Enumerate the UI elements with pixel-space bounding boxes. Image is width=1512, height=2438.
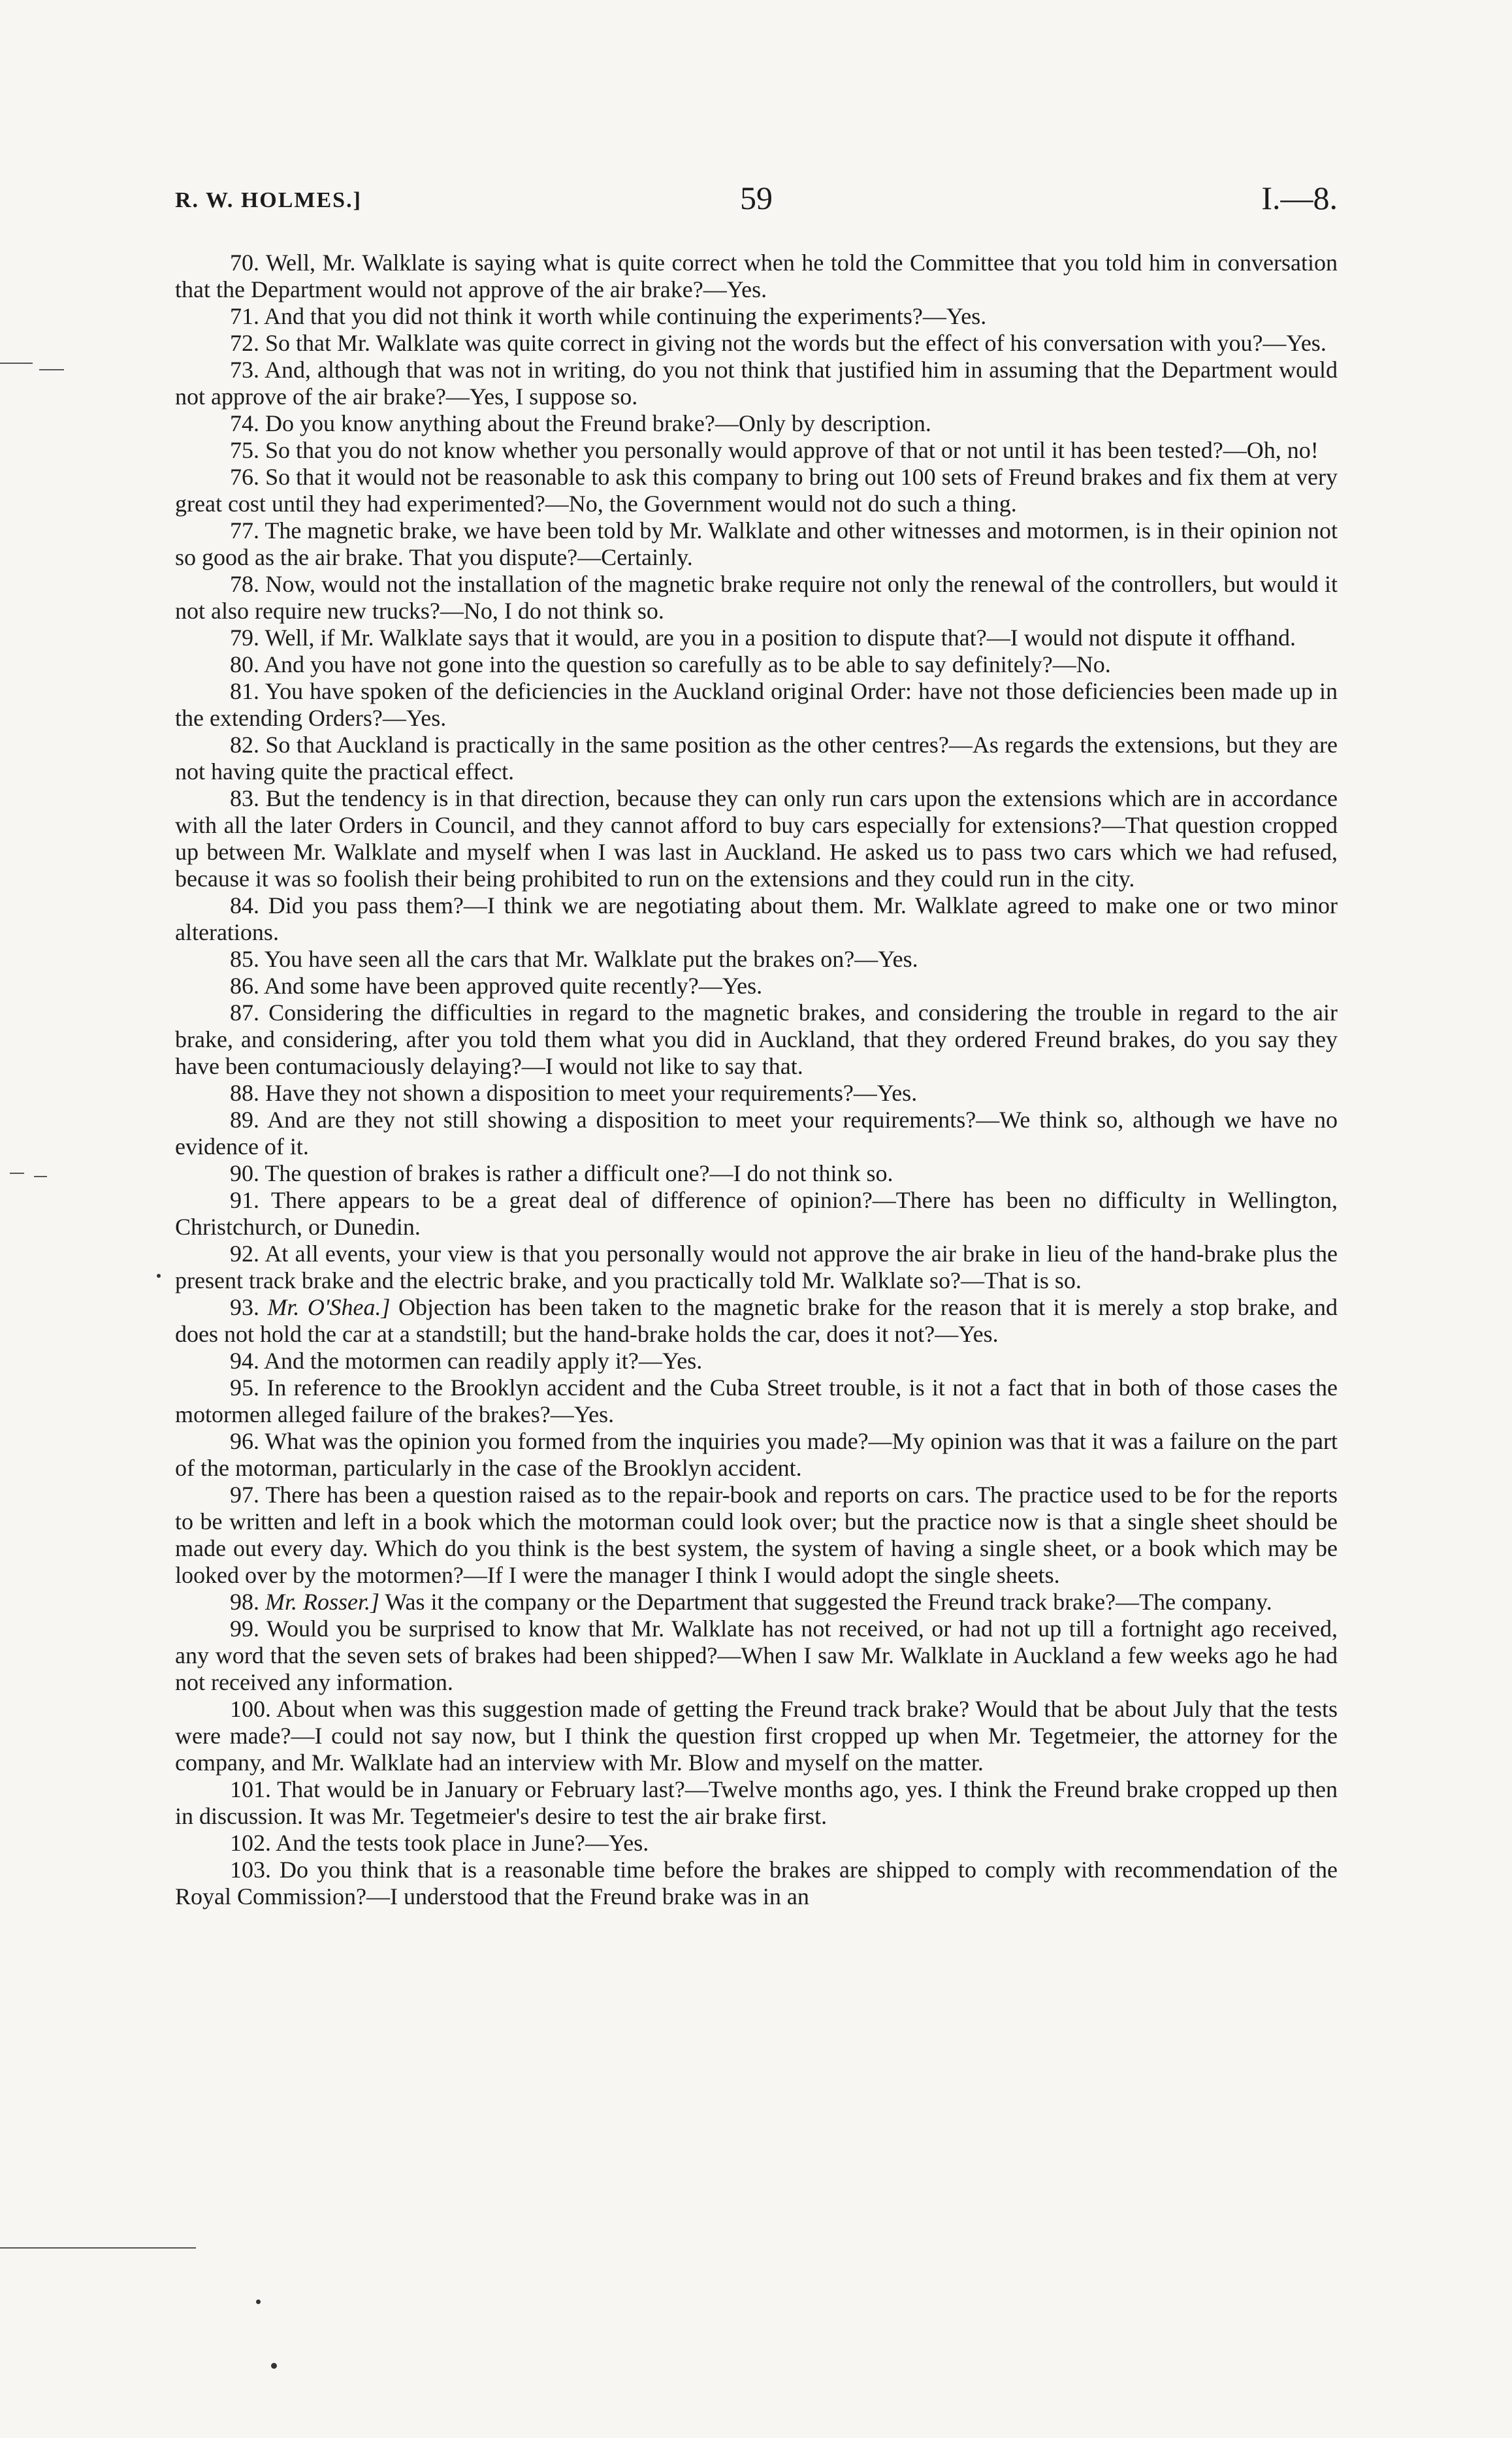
question-answer-text: So that it would not be reasonable to ask this company to bring out 100 sets of Freund brakes and fix them at very great cost until they had experimented?—No, the Government would not do such a thing.	[175, 464, 1338, 517]
question-answer-paragraph	[175, 250, 1338, 303]
question-number: 94.	[230, 1348, 259, 1374]
question-number: 90.	[230, 1160, 259, 1186]
question-answer-paragraph	[175, 732, 1338, 785]
speaker-label: Mr. O'Shea.]	[267, 1294, 391, 1320]
question-number: 93.	[230, 1294, 259, 1320]
witness-name-header: R. W. HOLMES.]	[175, 188, 362, 212]
question-answer-text: But the tendency is in that direction, because they can only run cars upon the extensions which are in accordance with all the later Orders in Council, and they cannot afford to buy cars especially for extensions?—That question cropped up between Mr. Walklate and myself when I was last in Auckland. He asked us to pass two cars which we had refused, because it was so foolish their being prohibited to run on the extensions and they could run in the city.	[175, 785, 1338, 892]
question-answer-paragraph	[175, 1696, 1338, 1776]
question-answer-paragraph	[175, 410, 1338, 437]
question-number: 97.	[230, 1482, 259, 1508]
question-answer-paragraph	[175, 1294, 1338, 1348]
page-header	[175, 176, 1338, 222]
question-answer-paragraph	[175, 437, 1338, 464]
question-number: 75.	[230, 437, 259, 463]
question-number: 103.	[230, 1857, 271, 1883]
question-answer-paragraph	[175, 1187, 1338, 1241]
question-answer-text: Did you pass them?—I think we are negotiating about them. Mr. Walklate agreed to make one or two minor alterations.	[175, 892, 1338, 945]
question-answer-text: So that Auckland is practically in the same position as the other centres?—As regards the extensions, but they are not having quite the practical effect.	[175, 732, 1338, 785]
speck	[271, 2363, 277, 2369]
question-answer-text: And some have been approved quite recently?—Yes.	[264, 973, 763, 999]
question-number: 88.	[230, 1080, 259, 1106]
question-answer-text: And that you did not think it worth while continuing the experiments?—Yes.	[264, 303, 987, 329]
question-answer-paragraph	[175, 1589, 1338, 1616]
question-answer-paragraph	[175, 785, 1338, 892]
question-answer-text: About when was this suggestion made of getting the Freund track brake? Would that be about July that the tests were made?—I could not say now, but I think the question first cropped up when Mr. Tegetmeier, the attorney for the company, and Mr. Walklate had an interview with Mr. Blow and myself on the matter.	[175, 1696, 1338, 1776]
question-answer-paragraph	[175, 973, 1338, 1000]
question-answer-paragraph	[175, 625, 1338, 651]
question-answer-paragraph	[175, 1482, 1338, 1589]
question-answer-text: Have they not shown a disposition to meet your requirements?—Yes.	[265, 1080, 918, 1106]
question-answer-paragraph	[175, 1080, 1338, 1107]
question-answer-text: There appears to be a great deal of difference of opinion?—There has been no difficulty in Wellington, Christchurch, or Dunedin.	[175, 1187, 1338, 1240]
question-number: 87.	[230, 1000, 259, 1026]
question-number: 79.	[230, 625, 259, 651]
question-number: 92.	[230, 1241, 259, 1267]
question-answer-paragraph	[175, 571, 1338, 625]
question-number: 98.	[230, 1589, 259, 1615]
question-answer-text: That would be in January or February last?—Twelve months ago, yes. I think the Freund brake cropped up then in discussion. It was Mr. Tegetmeier's desire to test the air brake first.	[175, 1776, 1338, 1829]
speck	[256, 2300, 261, 2304]
question-answer-paragraph	[175, 1830, 1338, 1857]
margin-mark	[10, 1173, 24, 1174]
question-number: 74.	[230, 410, 259, 436]
margin-mark	[39, 369, 64, 370]
evidence-body	[175, 250, 1338, 1910]
question-answer-paragraph	[175, 303, 1338, 330]
speck	[157, 1274, 161, 1278]
question-answer-text: So that Mr. Walklate was quite correct in giving not the words but the effect of his conversation with you?—Yes.	[265, 330, 1327, 356]
question-answer-text: At all events, your view is that you personally would not approve the air brake in lieu of the hand-brake plus the present track brake and the electric brake, and you practically told Mr. Walklate so?—That is so.	[175, 1241, 1338, 1293]
question-answer-paragraph	[175, 1776, 1338, 1830]
question-answer-paragraph	[175, 330, 1338, 357]
question-answer-text: Objection has been taken to the magnetic brake for the reason that it is merely a stop brake, and does not hold the car at a standstill; but the hand-brake holds the car, does it not?—Yes.	[175, 1294, 1338, 1347]
margin-mark	[34, 1176, 47, 1177]
question-answer-text: Do you know anything about the Freund brake?—Only by description.	[265, 410, 931, 436]
question-number: 99.	[230, 1616, 259, 1642]
question-number: 80.	[230, 651, 259, 677]
question-answer-text: What was the opinion you formed from the inquiries you made?—My opinion was that it was a failure on the part of the motorman, particularly in the case of the Brooklyn accident.	[175, 1428, 1338, 1481]
speaker-label: Mr. Rosser.]	[265, 1589, 380, 1615]
question-answer-text: And you have not gone into the question so carefully as to be able to say definitely?—No.	[264, 651, 1111, 677]
question-answer-text: So that you do not know whether you personally would approve of that or not until it has been tested?—Oh, no!	[265, 437, 1319, 463]
margin-mark	[0, 2247, 196, 2249]
question-number: 81.	[230, 678, 259, 704]
question-answer-text: There has been a question raised as to the repair-book and reports on cars. The practice used to be for the reports to be written and left in a book which the motorman could look over; but the practice now is that a single sheet should be made out every day. Which do you think is the best system, the system of having a single sheet, or a book which may be looked over by the motormen?—If I were the manager I think I would adopt the single sheets.	[175, 1482, 1338, 1588]
question-answer-paragraph	[175, 946, 1338, 973]
question-answer-text: Well, if Mr. Walklate says that it would, are you in a position to dispute that?—I would not dispute it offhand.	[265, 625, 1296, 651]
question-answer-text: And the motormen can readily apply it?—Yes.	[264, 1348, 703, 1374]
question-number: 89.	[230, 1107, 259, 1133]
question-answer-text: You have seen all the cars that Mr. Walklate put the brakes on?—Yes.	[264, 946, 918, 972]
question-number: 95.	[230, 1374, 259, 1401]
question-number: 82.	[230, 732, 259, 758]
question-number: 77.	[230, 517, 259, 544]
question-answer-text: Was it the company or the Department that suggested the Freund track brake?—The company.	[385, 1589, 1272, 1615]
question-answer-text: The question of brakes is rather a difficult one?—I do not think so.	[265, 1160, 893, 1186]
question-answer-paragraph	[175, 357, 1338, 410]
question-number: 73.	[230, 357, 259, 383]
question-answer-paragraph	[175, 1160, 1338, 1187]
question-answer-text: Well, Mr. Walklate is saying what is quite correct when he told the Committee that you told him in conversation that the Department would not approve of the air brake?—Yes.	[175, 250, 1338, 302]
question-answer-text: Considering the difficulties in regard to the magnetic brakes, and considering the trouble in regard to the air brake, and considering, after you told them what you did in Auckland, that they ordered Freund brakes, do you say they have been contumaciously delaying?—I would not like to say that.	[175, 1000, 1338, 1079]
question-answer-paragraph	[175, 1857, 1338, 1910]
question-answer-paragraph	[175, 1616, 1338, 1696]
question-answer-paragraph	[175, 517, 1338, 571]
question-number: 96.	[230, 1428, 259, 1454]
question-answer-text: And are they not still showing a disposition to meet your requirements?—We think so, although we have no evidence of it.	[175, 1107, 1338, 1160]
question-number: 76.	[230, 464, 259, 490]
question-answer-text: You have spoken of the deficiencies in the Auckland original Order: have not those deficiencies been made up in the extending Orders?—Yes.	[175, 678, 1338, 731]
question-answer-paragraph	[175, 892, 1338, 946]
question-answer-paragraph	[175, 1241, 1338, 1294]
question-number: 72.	[230, 330, 259, 356]
document-reference: I.—8.	[1261, 180, 1338, 216]
question-answer-text: And the tests took place in June?—Yes.	[276, 1830, 649, 1856]
question-number: 86.	[230, 973, 259, 999]
question-number: 100.	[230, 1696, 271, 1722]
question-answer-paragraph	[175, 651, 1338, 678]
question-number: 78.	[230, 571, 259, 597]
question-answer-text: Do you think that is a reasonable time before the brakes are shipped to comply with recommendation of the Royal Commission?—I understood that the Freund brake was in an	[175, 1857, 1338, 1910]
question-number: 101.	[230, 1776, 271, 1802]
question-answer-text: And, although that was not in writing, do you not think that justified him in assuming that the Department would not approve of the air brake?—Yes, I suppose so.	[175, 357, 1338, 410]
margin-mark	[0, 363, 33, 364]
question-answer-paragraph	[175, 1000, 1338, 1080]
question-number: 91.	[230, 1187, 259, 1213]
question-number: 71.	[230, 303, 259, 329]
page-number: 59	[740, 180, 773, 216]
question-answer-paragraph	[175, 464, 1338, 517]
question-number: 84.	[230, 892, 259, 918]
question-number: 85.	[230, 946, 259, 972]
question-answer-text: In reference to the Brooklyn accident and the Cuba Street trouble, is it not a fact that in both of those cases the motormen alleged failure of the brakes?—Yes.	[175, 1374, 1338, 1427]
question-number: 83.	[230, 785, 259, 811]
question-number: 70.	[230, 250, 259, 276]
question-number: 102.	[230, 1830, 271, 1856]
question-answer-paragraph	[175, 678, 1338, 732]
question-answer-text: Would you be surprised to know that Mr. Walklate has not received, or had not up till a fortnight ago received, any word that the seven sets of brakes had been shipped?—When I saw Mr. Walklate in Auckland a few weeks ago he had not received any information.	[175, 1616, 1338, 1695]
question-answer-paragraph	[175, 1348, 1338, 1374]
question-answer-paragraph	[175, 1374, 1338, 1428]
question-answer-text: Now, would not the installation of the magnetic brake require not only the renewal of the controllers, but would it not also require new trucks?—No, I do not think so.	[175, 571, 1338, 624]
question-answer-paragraph	[175, 1107, 1338, 1160]
question-answer-paragraph	[175, 1428, 1338, 1482]
question-answer-text: The magnetic brake, we have been told by Mr. Walklate and other witnesses and motormen, is in their opinion not so good as the air brake. That you dispute?—Certainly.	[175, 517, 1338, 570]
